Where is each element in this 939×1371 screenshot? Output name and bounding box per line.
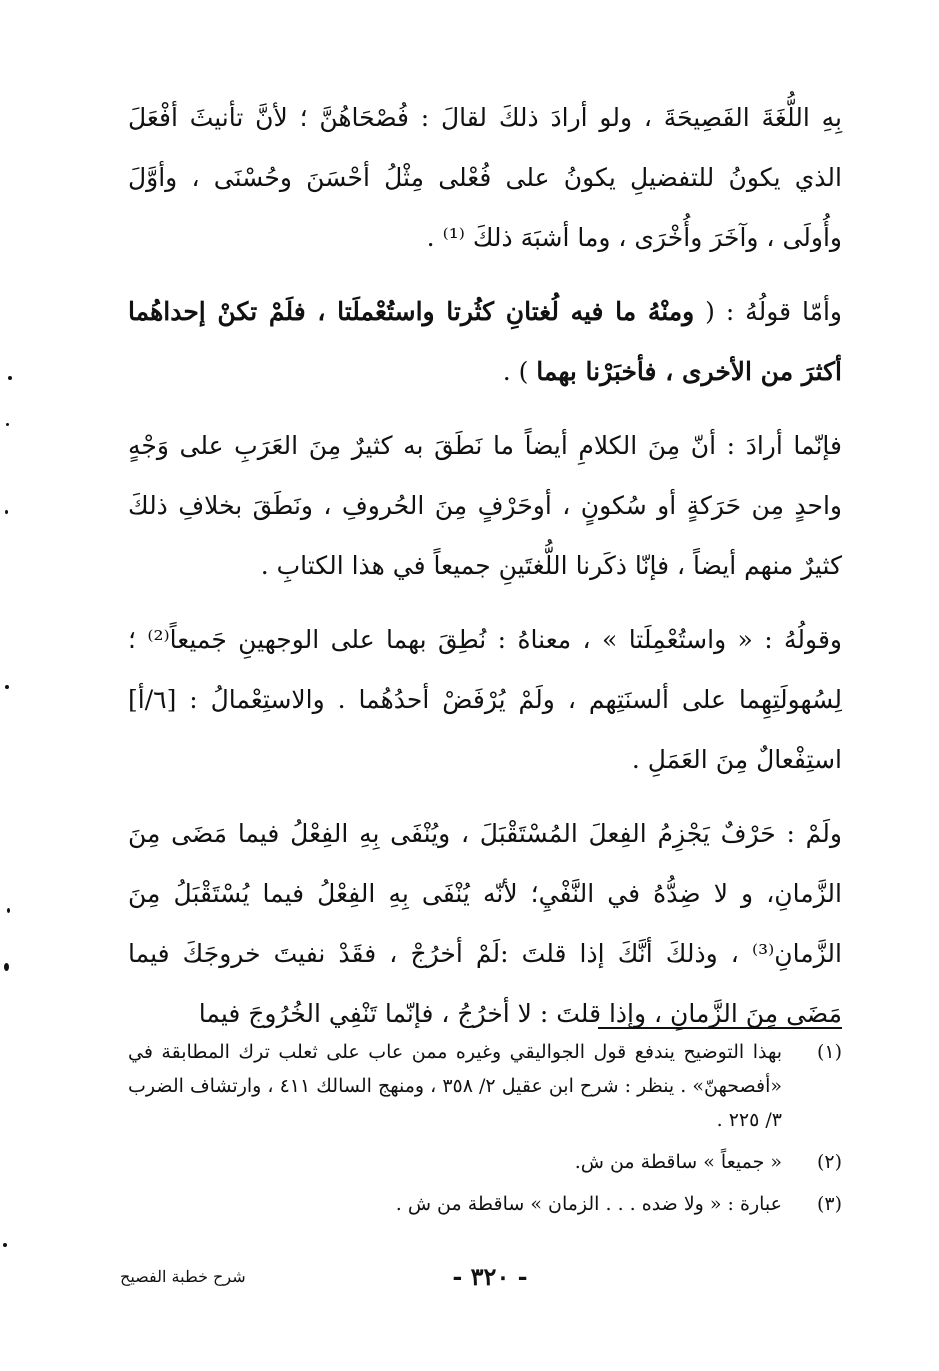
- scan-speck: [3, 1243, 7, 1247]
- scan-speck: [8, 376, 12, 380]
- footnote-number: (٣): [816, 1193, 842, 1215]
- paragraph-2: [128, 282, 842, 402]
- footnote: [128, 1035, 842, 1137]
- paragraph-2-intro: وأمّا قولُهُ : (: [694, 297, 842, 326]
- footnote-text: عبارة : « ولا ضده . . . الزمان » ساقطة من ش .: [395, 1193, 782, 1215]
- footnotes: [128, 1035, 842, 1229]
- scan-speck: [6, 423, 9, 426]
- scan-speck: [4, 963, 9, 971]
- page-number: - ٣٢٠ -: [452, 1262, 528, 1291]
- paragraph-5: ولَمْ : حَرْفٌ يَجْزِمُ الفِعلَ المُسْتَقْبَلَ ، ويُنْفَى بِهِ الفِعْلُ فيما مَضَى مِنَ الزَّمانِ، و لا ضِدُّهُ في النَّفْيِ؛ لأنّه يُنْفَى بِهِ الفِعْلُ فيما يُسْتَقْبَلُ مِنَ الزَّمانِ⁽³⁾ ، وذلكَ أنَّكَ إذا قلتَ :لَمْ أخرُجْ ، فقَدْ نفيتَ خروجَكَ فيما مَضَى مِنَ الزَّمانِ ، وإذا قلتَ : لا أخرُجُ ، فإنّما تَنْفِي الخُرُوجَ فيما: [128, 819, 842, 1028]
- running-footer: شرح خطبة الفصيح: [120, 1267, 246, 1286]
- paragraph-4: وقولُهُ : « واستُعْمِلَتا » ، معناهُ : نُطِقَ بهما على الوجهينِ جَميعاً⁽²⁾ ؛ لِسُهولَتِهِما على ألسنَتِهم ، ولَمْ يُرْفَضْ أحدُهُما . والاستِعْمالُ : [٦/أ] استِفْعالٌ مِنَ العَمَلِ .: [128, 625, 842, 774]
- footnote-number: (٢): [816, 1151, 842, 1173]
- main-text: [128, 88, 842, 1044]
- scan-speck: [7, 908, 10, 913]
- paragraph-2-end: ) .: [502, 357, 537, 386]
- scan-speck: [5, 685, 9, 689]
- footnote-rule: [598, 1027, 842, 1029]
- quoted-text: ومنْهُ ما فيه لُغتانِ كثُرتا واستُعْملَتا ، فلَمْ تكنْ إحداهُما أكثرَ من الأخرى ، فأخبَرْنا بهما: [128, 297, 842, 386]
- footnote-number: (١): [816, 1041, 842, 1063]
- paragraph-3: فإنّما أرادَ : أنّ مِنَ الكلامِ أيضاً ما نَطَقَ به كثيرٌ مِنَ العَرَبِ على وَجْهٍ واحدٍ مِن حَرَكةٍ أو سُكونٍ ، أوحَرْفٍ مِنَ الحُروفِ ، ونَطَقَ بخلافِ ذلكَ كثيرٌ منهم أيضاً ، فإنّا ذكَرنا اللُّغتَينِ جميعاً في هذا الكتابِ .: [128, 431, 842, 580]
- footnote: [128, 1187, 842, 1221]
- footnote-text: بهذا التوضيح يندفع قول الجواليقي وغيره ممن عاب على ثعلب ترك المطابقة في «أفصحهنّ» . ينظر : شرح ابن عقيل ٢/ ٣٥٨ ، ومنهج السالك ٤١١ ، وارتشاف الضرب ٣/ ٢٢٥ .: [128, 1041, 782, 1131]
- footnote: [128, 1145, 842, 1179]
- footnote-text: « جميعاً » ساقطة من ش.: [574, 1151, 782, 1173]
- scan-speck: [5, 510, 8, 514]
- paragraph-1: بِهِ اللُّغَةَ الفَصِيحَةَ ، ولو أرادَ ذلكَ لقالَ : فُصْحَاهُنَّ ؛ لأنَّ تأنيثَ أفْعَلَ الذي يكونُ للتفضيلِ يكونُ على فُعْلى مِثْلُ أحْسَنَ وحُسْنَى ، وأوَّلَ وأُولَى ، وآخَرَ وأُخْرَى ، وما أشبَهَ ذلكَ ⁽¹⁾ .: [128, 103, 842, 252]
